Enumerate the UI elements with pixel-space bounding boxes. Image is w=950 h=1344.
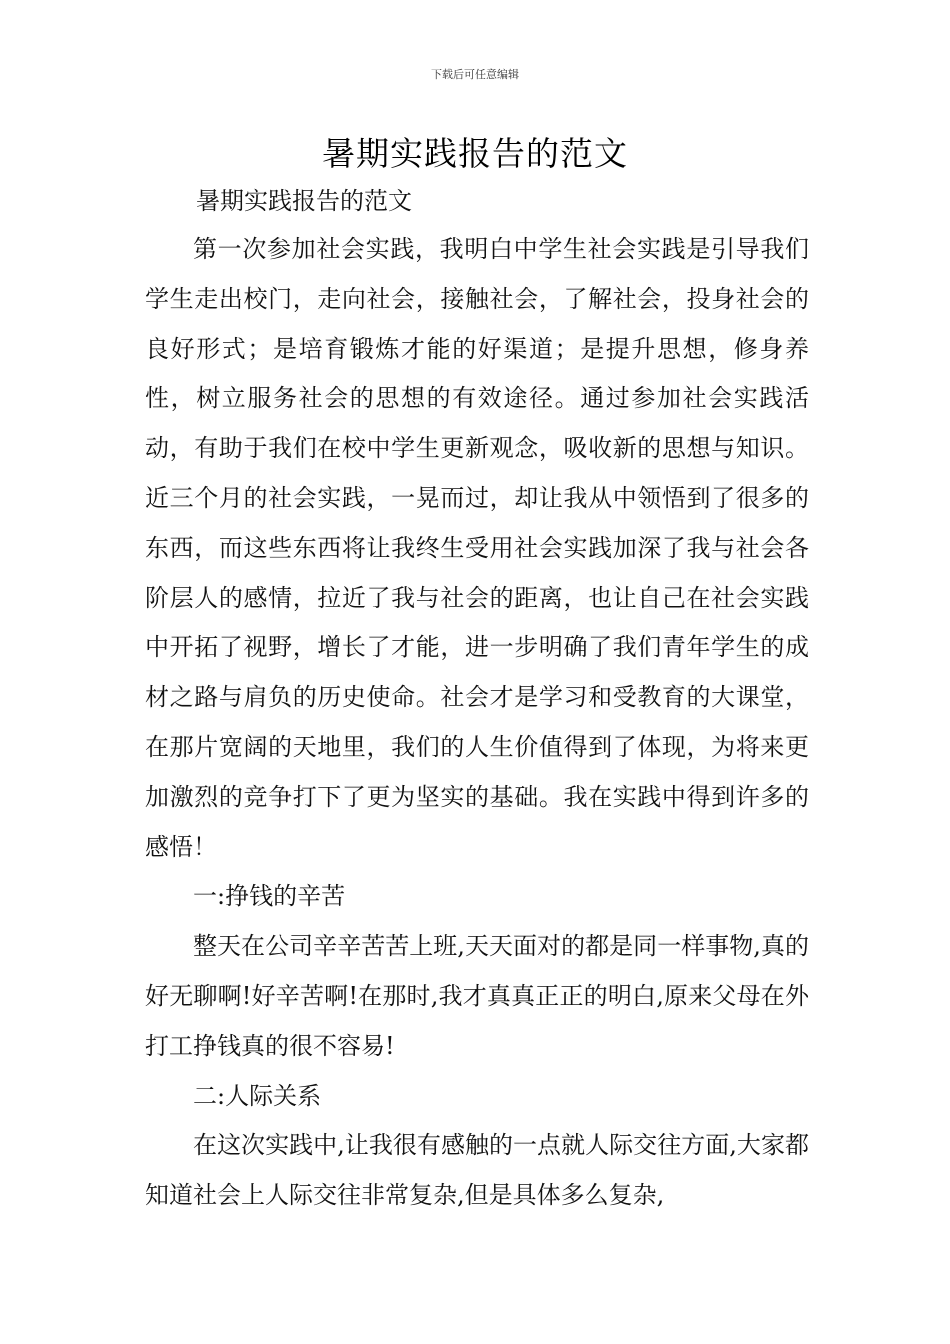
document-title: 暑期实践报告的范文 <box>322 134 628 173</box>
intro-paragraph: 第一次参加社会实践，我明白中学生社会实践是引导我们学生走出校门，走向社会，接触社会，了解社会，投身社会的良好形式；是培育锻炼才能的好渠道；是提升思想，修身养性，树立服务社会的思想的有效途径。通过参加社会实践活动，有助于我们在校中学生更新观念，吸收新的思想与知识。近三个月的社会实践，一晃而过，却让我从中领悟到了很多的东西，而这些东西将让我终生受用社会实践加深了我与社会各阶层人的感情，拉近了我与社会的距离，也让自己在社会实践中开拓了视野，增长了才能，进一步明确了我们青年学生的成材之路与肩负的历史使命。社会才是学习和受教育的大课堂，在那片宽阔的天地里，我们的人生价值得到了体现，为将来更加激烈的竞争打下了更为坚实的基础。我在实践中得到许多的感悟！ <box>145 235 809 861</box>
section-heading-1: 一:挣钱的辛苦 <box>193 882 346 911</box>
document-subtitle: 暑期实践报告的范文 <box>196 187 412 215</box>
section-2-paragraph: 在这次实践中,让我很有感触的一点就人际交往方面,大家都知道社会上人际交往非常复杂,但是具体多么复杂, <box>145 1131 809 1210</box>
document-body <box>145 225 809 1221</box>
section-heading-2: 二:人际关系 <box>193 1081 322 1110</box>
section-1-paragraph: 整天在公司辛辛苦苦上班,天天面对的都是同一样事物,真的好无聊啊!好辛苦啊!在那时,我才真真正正的明白,原来父母在外打工挣钱真的很不容易! <box>145 932 809 1060</box>
header-note: 下载后可任意编辑 <box>431 68 519 81</box>
